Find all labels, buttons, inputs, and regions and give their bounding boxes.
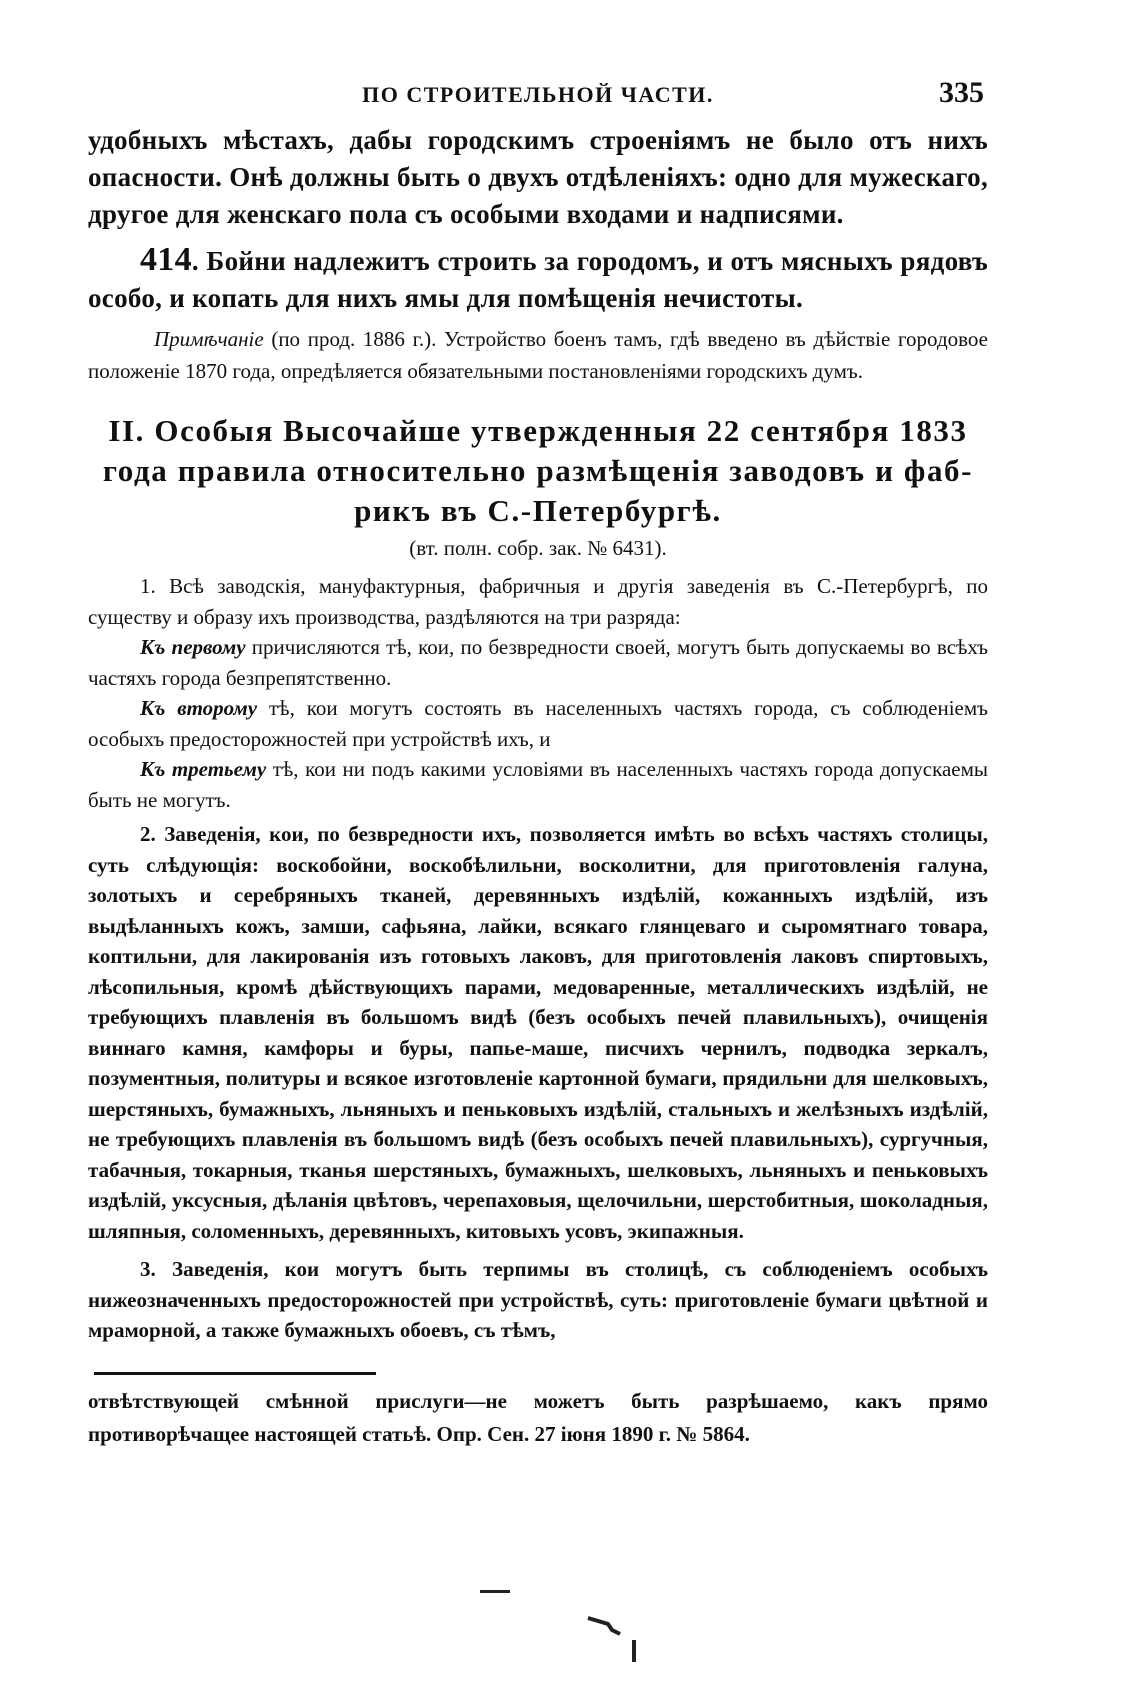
category-label: Къ первому: [140, 635, 246, 659]
category-text: тѣ, кои ни подъ какими условіями въ населенныхъ частяхъ города допускаемы быть не могутъ.: [88, 757, 989, 812]
footnote-divider: [94, 1372, 376, 1375]
section-title-line: рикъ въ С.-Петербургѣ.: [354, 493, 722, 528]
section-title-line: года правила относительно размѣщенія заводовъ и фаб-: [102, 453, 974, 488]
rule-1-first-category: [88, 632, 988, 693]
footnote: отвѣтствующей смѣнной прислуги—не можетъ быть разрѣшаемо, какъ прямо противорѣчащее настоящей статьѣ. Опр. Сен. 27 іюня 1890 г. № 5864.: [88, 1388, 988, 1446]
book-page: [88, 72, 988, 1451]
category-label: Къ третьему: [140, 757, 267, 781]
page-number: 335: [939, 76, 984, 109]
intro-paragraph: удобныхъ мѣстахъ, дабы городскимъ строеніямъ не было отъ нихъ опасности. Онѣ должны быть о двухъ отдѣленіяхъ: одно для мужескаго, другое для женскаго пола съ особыми входами и надписями.: [88, 125, 988, 229]
note-label: Примѣчаніе: [154, 327, 264, 351]
scan-mark: [588, 1618, 620, 1634]
scan-mark: [632, 1640, 636, 1662]
running-title: ПО СТРОИТЕЛЬНОЙ ЧАСТИ.: [362, 82, 714, 107]
category-label: Къ второму: [140, 696, 258, 720]
rule-1-third-category: [88, 754, 988, 815]
rule-3: 3. Заведенія, кои могутъ быть терпимы въ столицѣ, съ соблюденіемъ особыхъ нижеозначенныхъ предосторожностей при устройствѣ, суть: приготовленіе бумаги цвѣтной и мраморной, а также бумажныхъ обоевъ, съ тѣмъ,: [88, 1257, 988, 1342]
scan-marks: [480, 1590, 640, 1680]
category-text: причисляются тѣ, кои, по безвредности своей, могутъ быть допускаемы во всѣхъ частяхъ города безпрепятственно.: [88, 635, 988, 690]
category-text: тѣ, кои могутъ состоять въ населенныхъ частяхъ города, съ соблюденіемъ особыхъ предосторожностей при устройствѣ ихъ, и: [88, 696, 989, 751]
scan-mark: [480, 1590, 510, 1593]
rule-1: 1. Всѣ заводскія, мануфактурныя, фабричныя и другія заведенія въ С.-Петербургѣ, по существу и образу ихъ производства, раздѣляются на три разряда:: [88, 574, 988, 629]
article-note: [88, 323, 988, 387]
section-source: (вт. полн. собр. зак. № 6431).: [409, 536, 667, 560]
section-title-line: II. Особыя Высочайше утвержденныя 22 сентября 1833: [108, 413, 968, 448]
article-number: 414: [140, 241, 192, 278]
article-text: . Бойни надлежитъ строить за городомъ, и отъ мясныхъ рядовъ особо, и копать для нихъ ямы для помѣщенія нечистоты.: [88, 246, 988, 313]
rule-2: 2. Заведенія, кои, по безвредности ихъ, позволяется имѣть во всѣхъ частяхъ столицы, суть слѣдующія: воскобойни, воскобѣлильни, восколитни, для приготовленія галуна, золотыхъ и серебряныхъ тканей, деревянныхъ издѣлій, кожанныхъ издѣлій, изъ выдѣланныхъ кожъ, замши, сафьяна, лайки, всякаго глянцеваго и сыромятнаго товара, коптильни, для лакированія изъ готовыхъ лаковъ, для приготовленія лаковъ спиртовыхъ, лѣсопильныя, кромѣ дѣйствующихъ парами, медоваренные, металлическихъ издѣлій, не требующихъ плавленія въ большомъ видѣ (безъ особыхъ печей плавильныхъ), очищенія виннаго камня, камфоры и буры, папье-маше, писчихъ чернилъ, подводка зеркалъ, позументныя, политуры и всякое изготовленіе картонной бумаги, прядильни для шелковыхъ, шерстяныхъ, бумажныхъ, льняныхъ и пеньковыхъ издѣлій, стальныхъ и желѣзныхъ издѣлій, не требующихъ плавленія въ большомъ видѣ (безъ особыхъ печей плавильныхъ), сургучныя, табачныя, токарныя, тканья шерстяныхъ, бумажныхъ, шелковыхъ, льняныхъ и пеньковыхъ издѣлій, уксусныя, дѣланія цвѣтовъ, черепаховыя, щелочильни, шерстобитныя, шоколадныя, шляпныя, соломенныхъ, деревянныхъ, китовыхъ усовъ, экипажныя.: [88, 822, 988, 1243]
page-header: [88, 72, 988, 122]
note-text: (по прод. 1886 г.). Устройство боенъ тамъ, гдѣ введено въ дѣйствіе городовое положеніе 1870 года, опредѣляется обязательными постановленіями городскихъ думъ.: [88, 327, 988, 383]
section-title: [88, 411, 988, 531]
rule-1-second-category: [88, 693, 988, 754]
article-414: [88, 241, 988, 317]
